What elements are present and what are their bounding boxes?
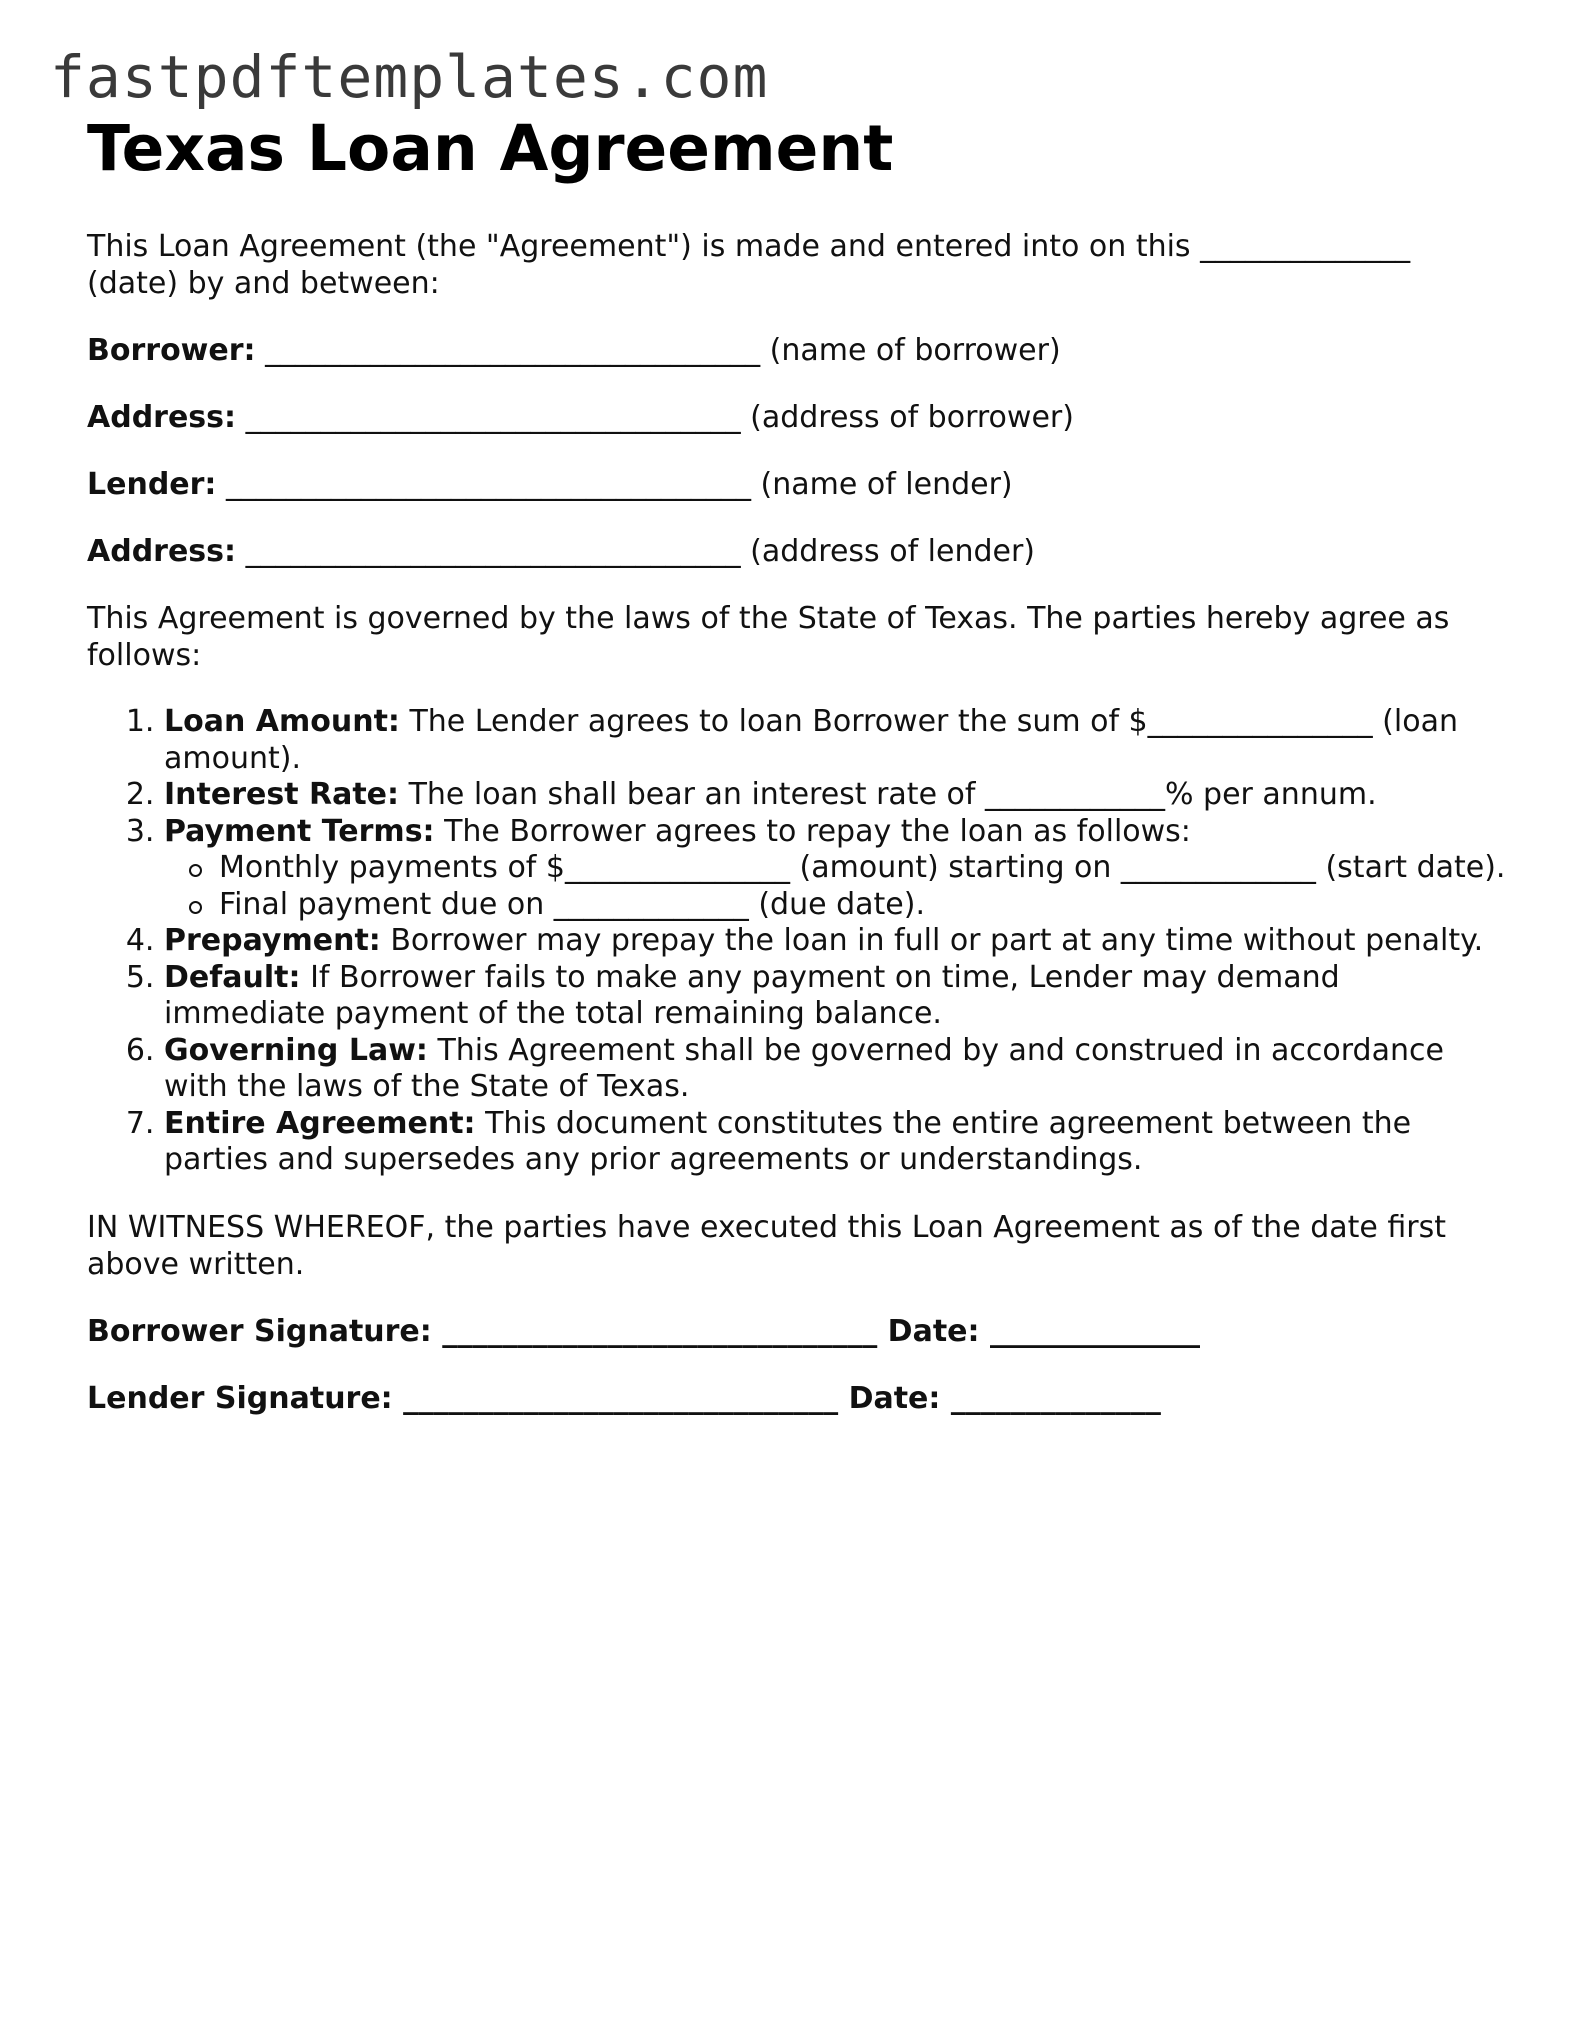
borrower-name-line [87,332,1507,369]
term-payment-terms [164,814,1507,924]
witness-paragraph: IN WITNESS WHEREOF, the parties have executed this Loan Agreement as of the date first above written. [87,1209,1446,1282]
term-label: Interest Rate: [164,777,400,812]
term-text: The Lender agrees to loan Borrower the sum of $_______________ (loan amount). [164,704,1458,776]
term-prepayment [164,923,1507,960]
term-text: Borrower may prepay the loan in full or part at any time without penalty. [390,923,1484,958]
term-text: This Agreement shall be governed by and construed in accordance with the laws of the State of Texas. [164,1032,1444,1104]
lender-address-line [87,533,1507,570]
term-interest-rate [164,777,1507,814]
governing-intro: This Agreement is governed by the laws of the State of Texas. The parties hereby agree as follows: [87,601,1450,673]
lender-label: Lender: [87,467,217,502]
term-loan-amount [164,704,1507,777]
watermark: fastpdftemplates.com [50,43,769,111]
lender-address-field: _________________________________ (address of lender) [245,534,1036,569]
borrower-signature-line [87,1313,1507,1350]
term-label: Prepayment: [164,923,381,958]
term-label: Payment Terms: [164,813,435,849]
term-label: Governing Law: [164,1032,428,1068]
term-label: Default: [164,959,301,995]
term-text: If Borrower fails to make any payment on time, Lender may demand immediate payment of the total remaining balance. [164,959,1340,1031]
lender-signature-line [87,1380,1507,1417]
borrower-address-field: _________________________________ (address of borrower) [245,400,1074,435]
document [87,110,1507,1417]
borrower-label: Borrower: [87,333,256,368]
term-text: This document constitutes the entire agreement between the parties and supersedes any prior agreements or understandings. [164,1105,1412,1177]
borrower-name-field: _________________________________ (name of borrower) [265,333,1061,368]
borrower-address-label: Address: [87,400,237,435]
lender-signature-label: Lender Signature: _____________________________ Date: ______________ [87,1380,1161,1416]
terms-list [87,704,1507,1179]
final-payment-item: Final payment due on _____________ (due date). [219,887,1507,924]
monthly-payments-item: Monthly payments of $_______________ (amount) starting on _____________ (start date). [219,850,1506,885]
term-label: Loan Amount: [164,704,400,739]
borrower-signature-label: Borrower Signature: _____________________________ Date: ______________ [87,1313,1200,1349]
intro-paragraph: This Loan Agreement (the "Agreement") is made and entered into on this ______________ (date) by and between: [87,229,1411,301]
term-text: The loan shall bear an interest rate of ____________% per annum. [408,777,1377,812]
lender-address-label: Address: [87,534,237,569]
term-text: The Borrower agrees to repay the loan as follows: [444,813,1191,849]
term-label: Entire Agreement: [164,1105,476,1141]
lender-name-field: ___________________________________ (name of lender) [225,467,1013,502]
term-entire-agreement [164,1106,1507,1179]
lender-name-line [87,466,1507,503]
payment-terms-sublist [164,850,1507,923]
borrower-address-line [87,399,1507,436]
term-governing-law [164,1033,1507,1106]
term-default [164,960,1507,1033]
page-title: Texas Loan Agreement [87,112,894,185]
